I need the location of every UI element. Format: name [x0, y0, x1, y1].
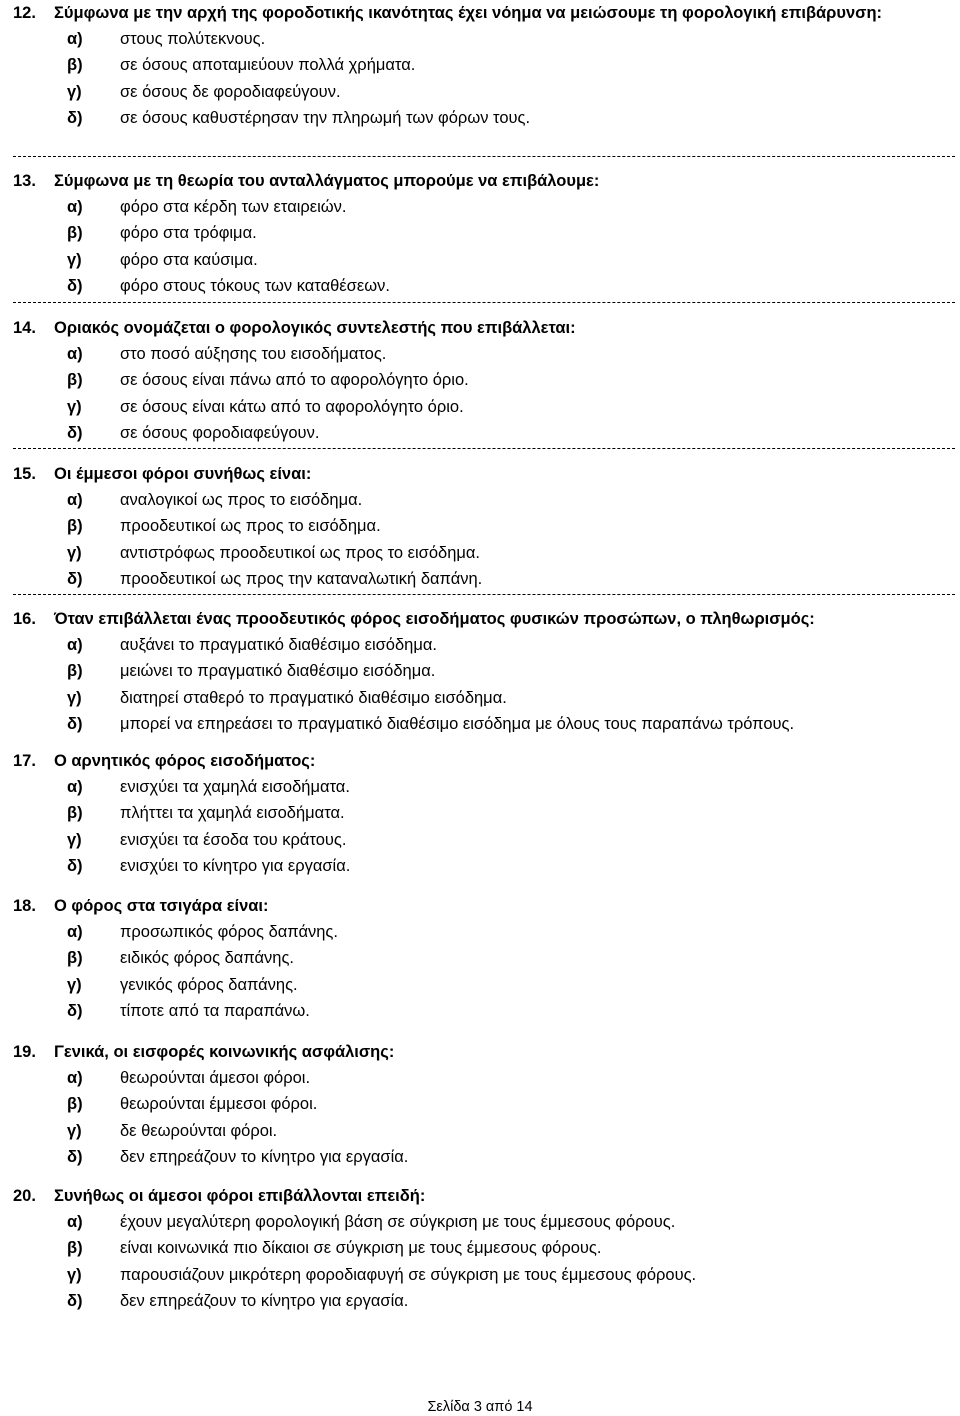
option-c	[0, 685, 960, 711]
option-text: γενικός φόρος δαπάνης.	[120, 975, 298, 994]
question-text: Όταν επιβάλλεται ένας προοδευτικός φόρος εισοδήματος φυσικών προσώπων, ο πληθωρισμός:	[54, 610, 815, 628]
option-d	[0, 273, 960, 299]
option-text: πλήττει τα χαμηλά εισοδήματα.	[120, 804, 345, 823]
option-a	[0, 774, 960, 800]
option-b	[0, 658, 960, 684]
option-text: αναλογικοί ως προς το εισόδημα.	[120, 491, 363, 509]
option-text: μειώνει το πραγματικό διαθέσιμο εισόδημα.	[120, 662, 436, 681]
option-text: μπορεί να επηρεάσει το πραγματικό διαθέσιμο εισόδημα με όλους τους παραπάνω τρόπους.	[120, 715, 795, 734]
question-text: Ο φόρος στα τσιγάρα είναι:	[54, 897, 269, 915]
option-d	[0, 566, 960, 592]
divider-line	[13, 594, 955, 595]
question-number: 14.	[13, 319, 36, 337]
option-label: δ)	[67, 1292, 83, 1311]
option-c	[0, 827, 960, 853]
option-a	[0, 487, 960, 513]
question-14	[0, 315, 960, 447]
question-text: Γενικά, οι εισφορές κοινωνικής ασφάλισης:	[54, 1043, 395, 1061]
option-label: δ)	[67, 277, 83, 296]
option-label: α)	[67, 345, 83, 363]
option-label: δ)	[67, 109, 83, 128]
option-text: στο ποσό αύξησης του εισοδήματος.	[120, 345, 387, 363]
option-c	[0, 394, 960, 420]
option-b	[0, 52, 960, 78]
option-b	[0, 945, 960, 971]
option-label: δ)	[67, 857, 83, 876]
option-text: σε όσους δε φοροδιαφεύγουν.	[120, 82, 341, 101]
option-label: α)	[67, 636, 83, 654]
question-20	[0, 1183, 960, 1315]
question-number: 13.	[13, 172, 36, 190]
question-header	[0, 748, 960, 774]
question-text: Σύμφωνα με τη θεωρία του ανταλλάγματος μπορούμε να επιβάλουμε:	[54, 172, 600, 190]
option-label: δ)	[67, 1148, 83, 1167]
option-text: είναι κοινωνικά πιο δίκαιοι σε σύγκριση με τους έμμεσους φόρους.	[120, 1239, 602, 1258]
option-label: α)	[67, 778, 83, 796]
question-16	[0, 606, 960, 738]
question-number: 17.	[13, 752, 36, 770]
option-text: στους πολύτεκνους.	[120, 30, 266, 48]
option-text: σε όσους καθυστέρησαν την πληρωμή των φόρων τους.	[120, 109, 531, 128]
option-a	[0, 632, 960, 658]
option-d	[0, 853, 960, 879]
divider-line	[13, 156, 955, 157]
option-label: γ)	[67, 830, 82, 849]
question-header	[0, 606, 960, 632]
option-text: ενισχύει το κίνητρο για εργασία.	[120, 857, 351, 876]
option-d	[0, 998, 960, 1024]
option-c	[0, 540, 960, 566]
option-d	[0, 105, 960, 131]
question-number: 16.	[13, 610, 36, 628]
option-label: β)	[67, 949, 83, 968]
option-text: αντιστρόφως προοδευτικοί ως προς το εισόδημα.	[120, 543, 481, 562]
question-number: 12.	[13, 4, 36, 22]
option-c	[0, 247, 960, 273]
option-label: δ)	[67, 424, 83, 443]
option-text: έχουν μεγαλύτερη φορολογική βάση σε σύγκριση με τους έμμεσους φόρους.	[120, 1213, 676, 1231]
option-text: δεν επηρεάζουν το κίνητρο για εργασία.	[120, 1292, 409, 1311]
question-text: Σύμφωνα με την αρχή της φοροδοτικής ικανότητας έχει νόημα να μειώσουμε τη φορολογική επιβάρυνση:	[54, 4, 883, 22]
option-d	[0, 711, 960, 737]
option-a	[0, 1065, 960, 1091]
option-d	[0, 420, 960, 446]
option-text: φόρο στα κέρδη των εταιρειών.	[120, 198, 347, 216]
option-a	[0, 341, 960, 367]
option-text: σε όσους είναι πάνω από το αφορολόγητο όριο.	[120, 371, 469, 390]
option-label: γ)	[67, 1121, 82, 1140]
option-text: διατηρεί σταθερό το πραγματικό διαθέσιμο εισόδημα.	[120, 688, 507, 707]
option-label: α)	[67, 198, 83, 216]
option-label: β)	[67, 371, 83, 390]
option-text: φόρο στους τόκους των καταθέσεων.	[120, 277, 390, 296]
question-number: 18.	[13, 897, 36, 915]
divider-line	[13, 302, 955, 303]
option-text: φόρο στα καύσιμα.	[120, 250, 258, 269]
option-label: α)	[67, 923, 83, 941]
question-header	[0, 1039, 960, 1065]
option-label: γ)	[67, 975, 82, 994]
question-17	[0, 748, 960, 880]
option-label: γ)	[67, 397, 82, 416]
question-text: Συνήθως οι άμεσοι φόροι επιβάλλονται επειδή:	[54, 1187, 426, 1205]
option-c	[0, 1262, 960, 1288]
option-label: γ)	[67, 250, 82, 269]
question-header	[0, 168, 960, 194]
option-text: τίποτε από τα παραπάνω.	[120, 1002, 310, 1021]
option-b	[0, 513, 960, 539]
option-text: αυξάνει το πραγματικό διαθέσιμο εισόδημα.	[120, 636, 437, 654]
question-number: 20.	[13, 1187, 36, 1205]
question-number: 15.	[13, 465, 36, 483]
option-label: α)	[67, 30, 83, 48]
option-c	[0, 79, 960, 105]
option-text: σε όσους είναι κάτω από το αφορολόγητο όριο.	[120, 397, 464, 416]
option-label: β)	[67, 56, 83, 75]
option-label: γ)	[67, 543, 82, 562]
option-text: σε όσους αποταμιεύουν πολλά χρήματα.	[120, 56, 416, 75]
question-text: Οριακός ονομάζεται ο φορολογικός συντελεστής που επιβάλλεται:	[54, 319, 576, 337]
question-19	[0, 1039, 960, 1171]
option-c	[0, 1118, 960, 1144]
question-12	[0, 0, 960, 132]
option-b	[0, 800, 960, 826]
option-label: δ)	[67, 570, 83, 589]
option-d	[0, 1288, 960, 1314]
option-text: θεωρούνται έμμεσοι φόροι.	[120, 1095, 318, 1114]
option-text: ειδικός φόρος δαπάνης.	[120, 949, 294, 968]
option-text: θεωρούνται άμεσοι φόροι.	[120, 1069, 311, 1087]
option-b	[0, 1235, 960, 1261]
question-header	[0, 461, 960, 487]
option-d	[0, 1144, 960, 1170]
option-text: ενισχύει τα έσοδα του κράτους.	[120, 830, 347, 849]
option-a	[0, 26, 960, 52]
option-label: β)	[67, 1239, 83, 1258]
question-text: Ο αρνητικός φόρος εισοδήματος:	[54, 752, 316, 770]
option-label: α)	[67, 1069, 83, 1087]
option-text: προσωπικός φόρος δαπάνης.	[120, 923, 338, 941]
option-label: δ)	[67, 715, 83, 734]
question-header	[0, 893, 960, 919]
page-number: Σελίδα 3 από 14	[427, 1399, 533, 1415]
question-text: Οι έμμεσοι φόροι συνήθως είναι:	[54, 465, 312, 483]
page-footer	[0, 1399, 960, 1415]
option-b	[0, 220, 960, 246]
option-text: ενισχύει τα χαμηλά εισοδήματα.	[120, 778, 350, 796]
option-label: γ)	[67, 688, 82, 707]
option-a	[0, 1209, 960, 1235]
option-label: γ)	[67, 1265, 82, 1284]
option-label: β)	[67, 662, 83, 681]
question-header	[0, 315, 960, 341]
option-text: σε όσους φοροδιαφεύγουν.	[120, 424, 320, 443]
question-header	[0, 1183, 960, 1209]
divider-line	[13, 448, 955, 449]
option-text: δε θεωρούνται φόροι.	[120, 1121, 278, 1140]
option-label: β)	[67, 804, 83, 823]
option-label: γ)	[67, 82, 82, 101]
option-text: δεν επηρεάζουν το κίνητρο για εργασία.	[120, 1148, 409, 1167]
question-13	[0, 168, 960, 300]
question-18	[0, 893, 960, 1025]
option-label: α)	[67, 1213, 83, 1231]
option-b	[0, 1091, 960, 1117]
option-label: β)	[67, 517, 83, 536]
option-text: προοδευτικοί ως προς το εισόδημα.	[120, 517, 381, 536]
option-text: φόρο στα τρόφιμα.	[120, 224, 257, 243]
option-label: β)	[67, 224, 83, 243]
option-a	[0, 194, 960, 220]
question-header	[0, 0, 960, 26]
option-b	[0, 367, 960, 393]
option-label: β)	[67, 1095, 83, 1114]
question-number: 19.	[13, 1043, 36, 1061]
option-label: α)	[67, 491, 83, 509]
option-text: προοδευτικοί ως προς την καταναλωτική δαπάνη.	[120, 570, 483, 589]
question-15	[0, 461, 960, 593]
option-a	[0, 919, 960, 945]
option-c	[0, 972, 960, 998]
option-label: δ)	[67, 1002, 83, 1021]
option-text: παρουσιάζουν μικρότερη φοροδιαφυγή σε σύγκριση με τους έμμεσους φόρους.	[120, 1265, 697, 1284]
